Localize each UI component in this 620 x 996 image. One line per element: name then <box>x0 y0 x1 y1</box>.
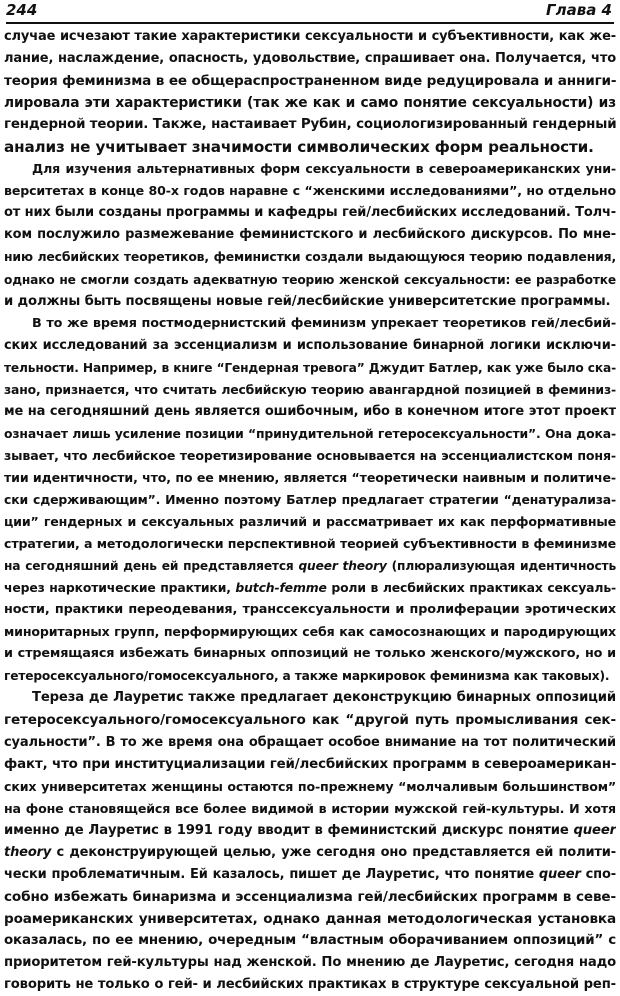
text-line <box>4 269 616 291</box>
text-segment: и стремящаяся избежать бинарных оппозиций не только женского/мужского, но и <box>4 646 616 662</box>
text-segment: миноритарных групп, перформирующих себя как самосознающих и пародирующих <box>4 624 616 640</box>
text-segment: на сегодняшний день ей представляется <box>4 559 299 574</box>
text-line <box>4 291 616 313</box>
text-line <box>4 423 616 445</box>
text-line <box>4 445 616 467</box>
text-line <box>4 798 616 820</box>
text-segment: стратегии, а методологически перспективной теорией субъективности в феминизме <box>4 536 616 552</box>
text-segment: гетеросексуального/гомосексуального как “другой путь промысливания сек- <box>4 712 616 729</box>
body-text <box>4 26 616 996</box>
text-line <box>4 754 616 776</box>
text-line <box>4 842 616 864</box>
text-segment: именно де Лауретис в 1991 году вводит в феминистский дискурс понятие <box>4 822 574 838</box>
text-segment: через наркотические практики, <box>4 580 236 596</box>
text-line <box>4 577 616 599</box>
text-segment: ком послужило размежевание феминистского и лесбийского дискурсов. По мне- <box>4 227 616 243</box>
text-segment: зано, признается, что считать лесбийскую теорию авангардной позицией в феминиз- <box>4 381 616 397</box>
text-segment: тии идентичности, что, по ее мнению, является “теоретически наивным и политиче- <box>4 469 616 485</box>
italic-term: queer <box>538 866 581 882</box>
text-segment: гетеросексуального/гомосексуального, а также маркировок феминизма как таковых). <box>4 669 610 684</box>
text-line <box>4 665 616 687</box>
text-segment: собно избежать бинаризма и эссенциализма гей/лесбийских программ в севе- <box>4 888 616 905</box>
text-line <box>4 467 616 489</box>
text-segment: означает лишь усиление позиции “принудительной гетеросексуальности”. Она дока- <box>4 425 616 441</box>
text-segment: верситетах в конце 80-х годов наравне с “женскими исследованиями”, но отдельно <box>4 183 616 199</box>
text-line <box>4 533 616 555</box>
text-line <box>4 820 616 842</box>
text-line <box>4 776 616 798</box>
text-line <box>4 709 616 731</box>
italic-term: theory <box>4 844 52 860</box>
text-segment: роли в лесбийских практиках сексуаль- <box>326 580 616 596</box>
text-line <box>4 886 616 908</box>
text-segment: анализ не учитывает значимости символических форм реальности. <box>4 138 594 157</box>
text-segment: чески проблематичным. Ей казалось, пишет де Лауретис, что понятие <box>4 866 539 882</box>
text-segment: от них были созданы программы и кафедры гей/лесбийских исследований. Толч- <box>4 205 616 221</box>
text-line <box>4 864 616 886</box>
text-segment: оказалась, по ее мнению, очередным “властным оборачиванием оппозиций” с <box>4 932 616 948</box>
text-line <box>4 357 616 379</box>
text-line <box>4 489 616 511</box>
text-line <box>4 511 616 533</box>
text-segment: роамериканских университетах, однако данная методологическая установка <box>4 910 616 927</box>
text-line <box>4 114 616 136</box>
running-header <box>6 0 614 24</box>
text-segment: лировала эти характеристики (так же как и само понятие сексуальности) из <box>4 95 616 112</box>
text-line <box>4 379 616 401</box>
italic-term: queer theory <box>298 559 387 574</box>
text-segment: спо- <box>580 866 616 882</box>
text-segment: Тереза де Лауретис также предлагает деконструкцию бинарных оппозиций <box>32 690 616 706</box>
text-line <box>4 335 616 357</box>
text-segment: ских исследований за эссенциализм и использование бинарной логики исключи- <box>4 337 616 353</box>
text-segment: ме на сегодняшний день является ошибочным, ибо в конечном итоге этот проект <box>4 403 616 419</box>
text-segment: на фоне становящейся все более видимой в истории мужской гей-культуры. И хотя <box>4 800 616 816</box>
text-line <box>4 246 616 268</box>
text-segment: Для изучения альтернативных форм сексуальности в североамериканских уни- <box>32 161 616 177</box>
italic-term: butch-femme <box>235 580 327 596</box>
text-segment: ски сдерживающим”. Именно поэтому Батлер предлагает стратегии “денатурализа- <box>4 491 616 507</box>
text-segment: ских университетах женщины остаются по-прежнему “молчаливым большинством” <box>4 778 616 794</box>
text-segment: нию лесбийских теоретиков, феминистки создали выдающуюся теорию подавления, <box>4 249 616 265</box>
text-segment: лание, наслаждение, опасность, удовольствие, спрашивает она. Получается, что <box>4 51 616 67</box>
text-segment: теория феминизма в ее общераспространенном виде редуцировала и анниги- <box>4 73 616 90</box>
text-line <box>4 643 616 665</box>
text-segment: ции” гендерных и сексуальных различий и рассматривает их как перформативные <box>4 514 616 530</box>
text-segment: приоритетом гей-культуры над женской. По мнению де Лауретис, сегодня надо <box>4 954 616 970</box>
text-line <box>4 202 616 224</box>
text-segment: говорить не только о гей- и лесбийских практиках в структуре сексуальной реп- <box>4 977 616 993</box>
text-line <box>4 401 616 423</box>
text-line <box>4 92 616 114</box>
chapter-title: Глава 4 <box>546 1 612 19</box>
text-segment: однако не смогли создать адекватную теорию женской сексуальности: ее разработке <box>4 272 616 287</box>
text-segment: ности, практики переодевания, транссексуальности и пролиферации эротических <box>4 602 616 618</box>
text-line <box>4 136 616 158</box>
text-line <box>4 952 616 974</box>
text-line <box>4 70 616 92</box>
text-segment: факт, что при институциализации гей/лесбийских программ в североамерикан- <box>4 756 616 772</box>
text-line <box>4 930 616 952</box>
italic-term: queer <box>573 822 616 838</box>
text-line <box>4 313 616 335</box>
text-line <box>4 224 616 246</box>
text-segment: В то же время постмодернистский феминизм упрекает теоретиков гей/лесбий- <box>32 315 616 331</box>
text-line <box>4 158 616 180</box>
text-segment: тельности. Например, в книге “Гендерная тревога” Джудит Батлер, как уже было ска- <box>4 360 616 375</box>
text-line <box>4 908 616 930</box>
text-segment: случае исчезают такие характеристики сексуальности и субъективности, как же- <box>4 29 616 44</box>
text-segment: зывает, что лесбийское теоретизирование основывается на эссенциалистском поня- <box>4 447 616 463</box>
text-segment: суальности”. В то же время она обращает особое внимание на тот политический <box>4 734 616 750</box>
text-line <box>4 555 616 577</box>
text-line <box>4 599 616 621</box>
text-line <box>4 974 616 996</box>
text-segment: с деконструирующей целью, уже сегодня оно представляется ей полити- <box>51 844 616 860</box>
text-line <box>4 48 616 70</box>
text-segment: (плюрализующая идентичность <box>386 559 616 574</box>
text-line <box>4 26 616 48</box>
text-line <box>4 621 616 643</box>
text-line <box>4 180 616 202</box>
text-line <box>4 687 616 709</box>
page-number: 244 <box>6 1 38 19</box>
text-line <box>4 732 616 754</box>
text-segment: и должны быть посвящены новые гей/лесбийские университетские программы. <box>4 293 611 309</box>
text-segment: гендерной теории. Также, настаивает Рубин, социологизированный гендерный <box>4 117 616 133</box>
